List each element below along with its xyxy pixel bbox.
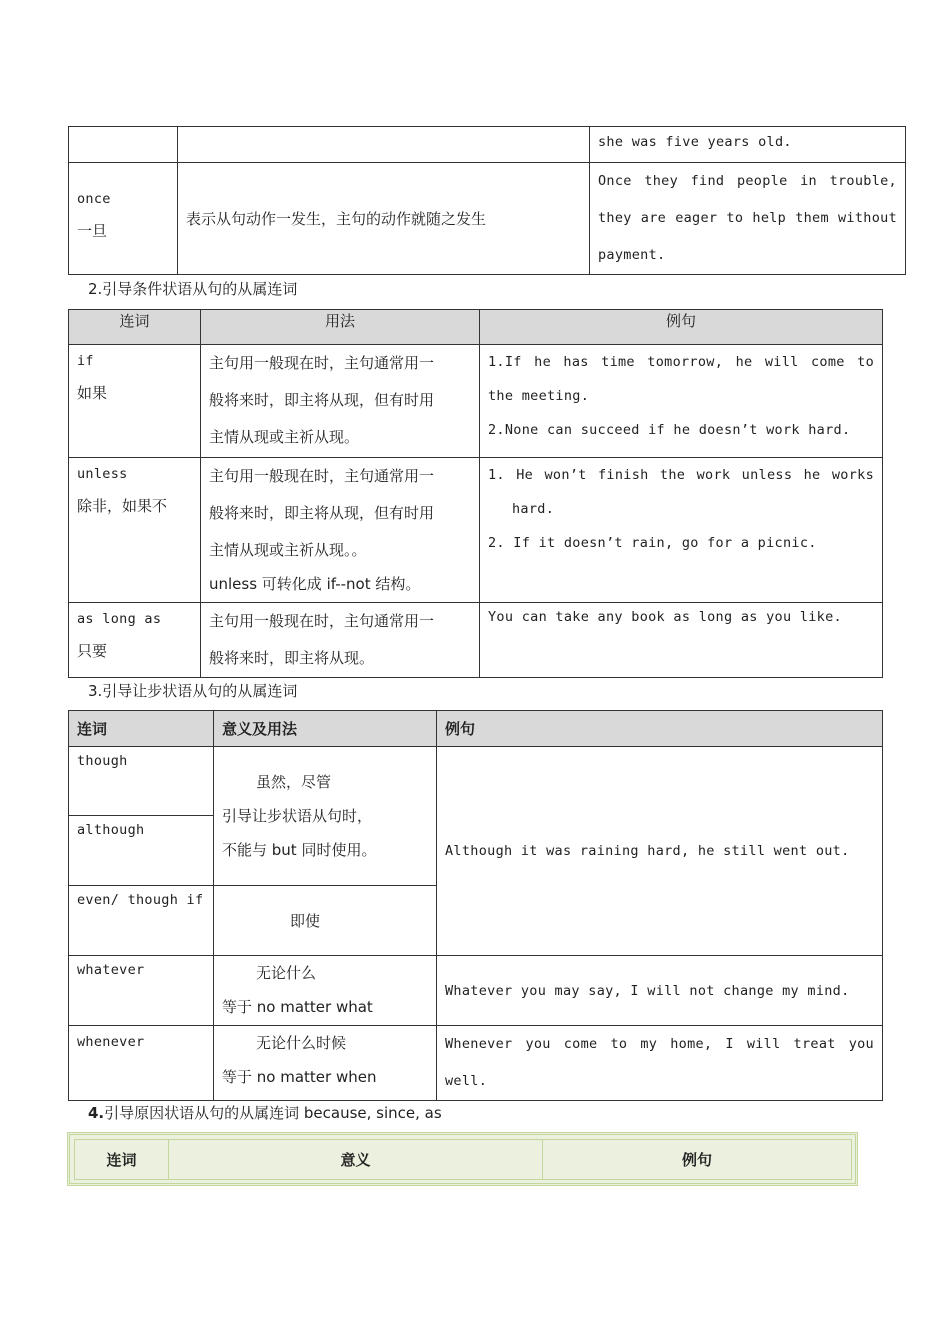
table-row — [69, 603, 883, 678]
table-row — [69, 747, 883, 816]
header-example: 例句 — [437, 711, 883, 747]
word-cn: 如果 — [77, 384, 108, 402]
table-row — [69, 956, 883, 1026]
usage-line: unless 可转化成 if--not 结构。 — [209, 575, 421, 593]
header-example: 例句 — [480, 310, 883, 345]
example-cell — [480, 345, 883, 458]
example-line: 2. If it doesn’t rain, go for a picnic. — [488, 535, 817, 551]
header-word: 连词 — [69, 711, 214, 747]
example-cell — [437, 1026, 883, 1101]
table-conditional — [68, 309, 883, 678]
usage-line: 主句用一般现在时，主句通常用一 — [209, 354, 435, 372]
usage-line: 主情从现或主祈从现。。 — [209, 541, 367, 559]
usage-line: 主情从现或主祈从现。 — [209, 428, 360, 446]
table-header-row — [75, 1140, 852, 1180]
word-cell — [69, 345, 201, 458]
table-cause — [74, 1139, 852, 1180]
section-title-cause — [88, 1102, 442, 1123]
header-usage: 用法 — [201, 310, 480, 345]
header-meaning: 意义及用法 — [214, 711, 437, 747]
usage-line: 主句用一般现在时，主句通常用一 — [209, 467, 435, 485]
table-header-row — [69, 310, 883, 345]
table-row — [69, 1026, 883, 1101]
example-line: You can take any book as long as you like. — [488, 609, 842, 625]
meaning-line: 无论什么 — [256, 964, 317, 982]
section-title-text: 引导原因状语从句的从属连词 because, since, as — [104, 1104, 442, 1122]
usage-line: 主句用一般现在时，主句通常用一 — [209, 612, 435, 630]
example-line: payment. — [598, 247, 666, 263]
word-cn: 一旦 — [77, 222, 108, 240]
table-row — [69, 458, 883, 603]
section-title-concession: 3.引导让步状语从句的从属连词 — [88, 682, 298, 700]
example-line: 1.If he has time tomorrow, he will come to — [488, 354, 874, 370]
table-temporal-continued — [68, 126, 906, 275]
example-cell — [480, 458, 883, 603]
example-cell: Whatever you may say, I will not change my mind. — [437, 956, 883, 1026]
usage-cell — [201, 603, 480, 678]
word-cell: though — [69, 747, 214, 816]
example-line: Whenever you come to my home, I will treat you — [445, 1036, 874, 1052]
usage-cell — [201, 345, 480, 458]
meaning-line: 不能与 but 同时使用。 — [222, 841, 377, 859]
word-cell — [69, 127, 178, 163]
meaning-cell — [214, 956, 437, 1026]
word-cn: 除非，如果不 — [77, 497, 168, 515]
word-en: unless — [77, 466, 128, 482]
usage-line: 般将来时，即主将从现。 — [209, 649, 375, 667]
example-cell — [480, 603, 883, 678]
example-cell: she was five years old. — [590, 127, 906, 163]
word-en: as long as — [77, 611, 162, 627]
example-line: the meeting. — [488, 388, 590, 404]
word-cell: even/ though if — [69, 886, 214, 956]
header-example: 例句 — [543, 1140, 852, 1180]
table-row — [69, 345, 883, 458]
meaning-cell — [214, 747, 437, 886]
table-header-row — [69, 711, 883, 747]
table-cause-frame — [67, 1132, 858, 1186]
meaning-cell — [214, 1026, 437, 1101]
meaning-line-text: 等于 no matter what — [222, 998, 373, 1016]
usage-cell — [201, 458, 480, 603]
example-line: well. — [445, 1073, 488, 1089]
word-cell — [69, 458, 201, 603]
word-cell: whenever — [69, 1026, 214, 1101]
section-title-conditional: 2.引导条件状语从句的从属连词 — [88, 280, 298, 298]
table-row — [69, 163, 906, 275]
header-word: 连词 — [69, 310, 201, 345]
word-cell: although — [69, 816, 214, 886]
example-line: 2.None can succeed if he doesn’t work hard. — [488, 422, 851, 438]
meaning-line: 引导让步状语从句时， — [222, 807, 373, 825]
usage-line: 般将来时，即主将从现，但有时用 — [209, 504, 435, 522]
meaning-cell: 表示从句动作一发生，主句的动作就随之发生 — [178, 163, 590, 275]
meaning-line: 等于 no matter when — [222, 1068, 377, 1086]
example-line: hard. — [512, 501, 555, 517]
meaning-line: 虽然，尽管 — [256, 773, 332, 791]
header-word: 连词 — [75, 1140, 169, 1180]
word-en: if — [77, 353, 94, 369]
meaning-line — [222, 990, 428, 1024]
meaning-cell: 即使 — [214, 886, 437, 956]
example-line: they are eager to help them without — [598, 210, 897, 226]
word-cell: whatever — [69, 956, 214, 1026]
example-cell — [590, 163, 906, 275]
word-en: once — [77, 191, 111, 207]
section-number: 4. — [88, 1104, 105, 1122]
usage-line: 般将来时，即主将从现，但有时用 — [209, 391, 435, 409]
table-row — [69, 127, 906, 163]
meaning-cell — [178, 127, 590, 163]
example-cell: Although it was raining hard, he still went out. — [437, 747, 883, 956]
header-meaning: 意义 — [169, 1140, 543, 1180]
example-line: 1. He won’t finish the work unless he works — [488, 467, 874, 483]
word-cell — [69, 163, 178, 275]
table-concession — [68, 710, 883, 1101]
word-cn: 只要 — [77, 642, 108, 660]
word-cell — [69, 603, 201, 678]
meaning-line: 无论什么时候 — [256, 1034, 347, 1052]
example-line: Once they find people in trouble, — [598, 173, 897, 189]
